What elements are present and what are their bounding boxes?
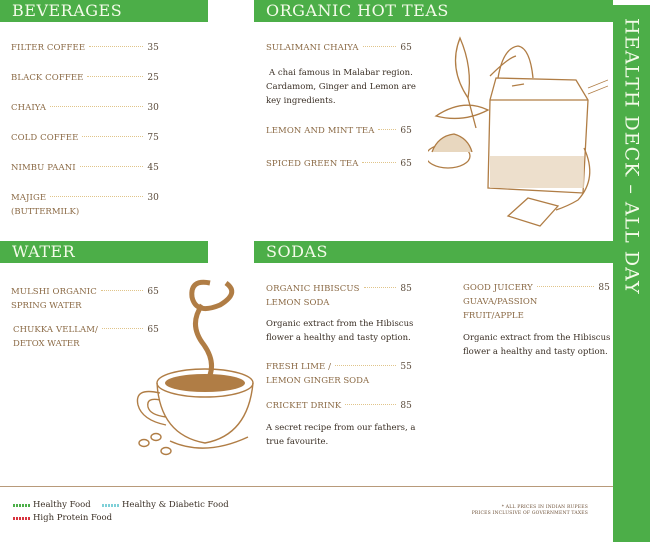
item-name: FRESH LIME /: [266, 362, 332, 372]
item-name: GOOD JUICERY: [463, 283, 533, 293]
item-price: 85: [400, 401, 412, 411]
item-price: 65: [400, 43, 412, 53]
item-price: 85: [400, 284, 412, 294]
item-subtitle: LEMON GINGER SODA: [266, 376, 370, 386]
leader-dots: [82, 136, 143, 137]
leader-dots: [335, 365, 396, 366]
item-name: COLD COFFEE: [11, 133, 79, 143]
description-line: Organic extract from the Hibiscus: [463, 333, 611, 343]
footer-note-currency: * ALL PRICES IN INDIAN RUPEES: [501, 505, 588, 510]
item-subtitle: FRUIT/APPLE: [463, 311, 524, 321]
item-subtitle: SPRING WATER: [11, 301, 82, 311]
item-name: FILTER COFFEE: [11, 43, 86, 53]
menu-item: [11, 43, 159, 53]
coffee-cup-illustration: [130, 275, 255, 460]
description-line: Cardamom, Ginger and Lemon are: [266, 82, 416, 92]
item-price: 65: [400, 159, 412, 169]
description-line: Organic extract from the Hibiscus: [266, 319, 414, 329]
side-banner-notch: [613, 0, 650, 5]
menu-item: [266, 43, 412, 53]
item-name: LEMON AND MINT TEA: [266, 126, 375, 136]
legend-item-diabetic: [102, 500, 229, 510]
item-price: 65: [147, 325, 159, 335]
description-line: flower a healthy and tasty option.: [463, 347, 608, 357]
item-name: NIMBU PAANI: [11, 163, 76, 173]
item-price: 30: [147, 193, 159, 203]
item-description: [266, 66, 416, 108]
section-header-organic-hot-teas: ORGANIC HOT TEAS: [254, 0, 613, 22]
item-price: 85: [598, 283, 610, 293]
item-price: 35: [147, 43, 159, 53]
item-price: 45: [147, 163, 159, 173]
leader-dots: [89, 46, 143, 47]
item-price: 75: [147, 133, 159, 143]
item-description: [463, 331, 610, 359]
legend-item-protein: [13, 513, 112, 523]
item-name: CHUKKA VELLAM/: [13, 325, 99, 335]
menu-item: [11, 163, 159, 173]
item-name: CHAIYA: [11, 103, 47, 113]
menu-item: [266, 284, 412, 294]
item-name: MULSHI ORGANIC: [11, 287, 97, 297]
legend-swatch-cyan: [102, 504, 119, 507]
menu-item: [266, 126, 412, 136]
legend-label: Healthy & Diabetic Food: [122, 500, 229, 510]
menu-item: [11, 193, 159, 203]
item-subtitle: LEMON SODA: [266, 298, 330, 308]
item-name: ORGANIC HIBISCUS: [266, 284, 360, 294]
leader-dots: [362, 162, 396, 163]
legend-item-healthy: [13, 500, 91, 510]
item-subtitle: (BUTTERMILK): [11, 207, 80, 217]
tea-bag-illustration: [428, 28, 608, 228]
leader-dots: [50, 106, 143, 107]
side-banner-title: HEALTH DECK – ALL DAY: [620, 18, 643, 295]
menu-item: [11, 103, 159, 113]
menu-item: [463, 283, 610, 293]
menu-item: [11, 133, 159, 143]
leader-dots: [345, 404, 396, 405]
item-price: 65: [400, 126, 412, 136]
item-price: 55: [400, 362, 412, 372]
description-line: A secret recipe from our fathers, a: [266, 423, 416, 433]
menu-item: [266, 159, 412, 169]
section-header-sodas: SODAS: [254, 241, 613, 263]
legend-label: High Protein Food: [33, 513, 113, 523]
section-header-water: WATER: [0, 241, 208, 263]
leader-dots: [537, 286, 595, 287]
item-price: 65: [147, 287, 159, 297]
description-line: A chai famous in Malabar region.: [269, 68, 413, 78]
leader-dots: [80, 166, 144, 167]
item-name: SULAIMANI CHAIYA: [266, 43, 359, 53]
description-line: true favourite.: [266, 437, 329, 447]
item-name: MAJIGE: [11, 193, 47, 203]
item-description: [266, 317, 413, 345]
legend-swatch-red: [13, 517, 30, 520]
legend-swatch-green: [13, 504, 30, 507]
item-name: CRICKET DRINK: [266, 401, 342, 411]
item-subtitle: GUAVA/PASSION: [463, 297, 538, 307]
item-price: 30: [147, 103, 159, 113]
description-line: key ingredients.: [266, 96, 336, 106]
leader-dots: [87, 76, 143, 77]
item-description: [266, 421, 415, 449]
item-subtitle: DETOX WATER: [13, 339, 80, 349]
leader-dots: [363, 46, 397, 47]
leader-dots: [364, 287, 397, 288]
legend-label: Healthy Food: [33, 500, 91, 510]
menu-item: [266, 401, 412, 411]
menu-item: [266, 362, 412, 372]
item-price: 25: [147, 73, 159, 83]
item-name: SPICED GREEN TEA: [266, 159, 359, 169]
item-name: BLACK COFFEE: [11, 73, 84, 83]
section-header-beverages: BEVERAGES: [0, 0, 208, 22]
description-line: flower a healthy and tasty option.: [266, 333, 411, 343]
footer-note-taxes: PRICES INCLUSIVE OF GOVERNMENT TAXES: [471, 511, 588, 516]
leader-dots: [50, 196, 143, 197]
footer-divider: [0, 486, 613, 487]
menu-item: [11, 73, 159, 83]
leader-dots: [378, 129, 396, 130]
